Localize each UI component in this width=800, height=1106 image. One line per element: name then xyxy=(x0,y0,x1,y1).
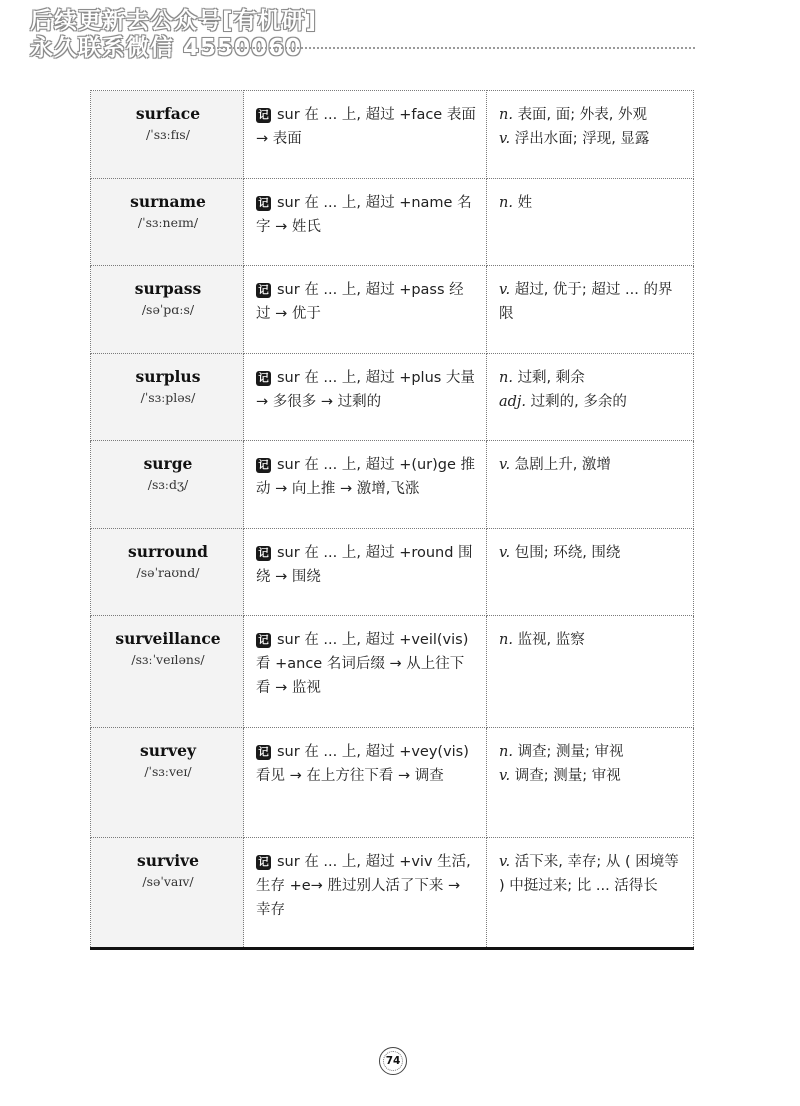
meaning-cell xyxy=(487,838,694,949)
part-of-speech: v. xyxy=(499,854,511,870)
headword: surname xyxy=(130,192,206,211)
word-cell xyxy=(91,441,244,529)
meaning-cell xyxy=(487,529,694,616)
part-of-speech: v. xyxy=(499,282,511,298)
word-cell xyxy=(91,529,244,616)
part-of-speech: v. xyxy=(499,545,511,561)
meaning-line xyxy=(499,278,683,326)
meaning-line xyxy=(499,764,683,788)
memory-tip-icon: 记 xyxy=(256,458,271,473)
meaning-line xyxy=(499,390,683,414)
watermark xyxy=(30,8,317,62)
phonetic: /sɜːˈveɪləns/ xyxy=(131,652,205,667)
meaning-line xyxy=(499,850,683,898)
etymology-text: sur 在 ... 上, 超过 +vey(vis) 看见 → 在上方往下看 → 调查 xyxy=(256,744,469,784)
memory-tip-icon: 记 xyxy=(256,855,271,870)
headword: surveillance xyxy=(115,629,221,648)
etymology-cell xyxy=(244,266,487,354)
table-row xyxy=(91,441,694,529)
headword: surround xyxy=(127,542,209,561)
etymology-cell xyxy=(244,616,487,728)
etymology-cell xyxy=(244,354,487,441)
word-cell xyxy=(91,179,244,266)
headword: surface xyxy=(135,104,201,123)
headword: surpass xyxy=(134,279,202,298)
headword: survey xyxy=(139,741,197,760)
phonetic: /səˈraʊnd/ xyxy=(136,565,200,580)
phonetic: /ˈsɜːveɪ/ xyxy=(144,764,192,779)
meaning-line xyxy=(499,541,683,565)
part-of-speech: v. xyxy=(499,768,511,784)
memory-tip-icon: 记 xyxy=(256,371,271,386)
etymology-text: sur 在 ... 上, 超过 +name 名字 → 姓氏 xyxy=(256,195,472,235)
etymology-text: sur 在 ... 上, 超过 +viv 生活, 生存 +e→ 胜过别人活了下来 → 幸存 xyxy=(256,854,471,918)
memory-tip-icon: 记 xyxy=(256,283,271,298)
part-of-speech: n. xyxy=(499,195,513,211)
part-of-speech: n. xyxy=(499,370,513,386)
word-cell xyxy=(91,266,244,354)
table-row xyxy=(91,91,694,179)
table-row xyxy=(91,529,694,616)
meaning-line xyxy=(499,191,683,215)
meaning-text: 监视, 监察 xyxy=(517,632,585,648)
table-row xyxy=(91,728,694,838)
meaning-cell xyxy=(487,616,694,728)
meaning-cell xyxy=(487,728,694,838)
table-row xyxy=(91,838,694,949)
part-of-speech: v. xyxy=(499,457,511,473)
etymology-text: sur 在 ... 上, 超过 +round 围绕 → 围绕 xyxy=(256,545,473,585)
meaning-text: 调查; 测量; 审视 xyxy=(514,768,621,784)
etymology-text: sur 在 ... 上, 超过 +pass 经过 → 优于 xyxy=(256,282,464,322)
word-cell xyxy=(91,354,244,441)
etymology-cell xyxy=(244,441,487,529)
table-row xyxy=(91,354,694,441)
page-number: 74 xyxy=(379,1047,407,1075)
etymology-text: sur 在 ... 上, 超过 +(ur)ge 推动 → 向上推 → 激增,飞涨 xyxy=(256,457,476,497)
etymology-cell xyxy=(244,91,487,179)
memory-tip-icon: 记 xyxy=(256,745,271,760)
phonetic: /ˈsɜːneɪm/ xyxy=(137,215,199,230)
word-cell xyxy=(91,91,244,179)
memory-tip-icon: 记 xyxy=(256,546,271,561)
phonetic: /səˈvaɪv/ xyxy=(142,874,194,889)
etymology-text: sur 在 ... 上, 超过 +face 表面 → 表面 xyxy=(256,107,476,147)
part-of-speech: n. xyxy=(499,107,513,123)
meaning-cell xyxy=(487,91,694,179)
meaning-cell xyxy=(487,441,694,529)
meaning-cell xyxy=(487,266,694,354)
part-of-speech: v. xyxy=(499,131,511,147)
memory-tip-icon: 记 xyxy=(256,196,271,211)
meaning-line xyxy=(499,127,683,151)
meaning-line xyxy=(499,628,683,652)
part-of-speech: n. xyxy=(499,632,513,648)
meaning-cell xyxy=(487,354,694,441)
etymology-text: sur 在 ... 上, 超过 +plus 大量 → 多很多 → 过剩的 xyxy=(256,370,475,410)
meaning-line xyxy=(499,103,683,127)
word-cell xyxy=(91,616,244,728)
table-row xyxy=(91,266,694,354)
vocabulary-table xyxy=(90,90,694,950)
meaning-line xyxy=(499,740,683,764)
meaning-text: 活下来, 幸存; 从 ( 困境等 ) 中挺过来; 比 ... 活得长 xyxy=(499,854,679,894)
etymology-cell xyxy=(244,529,487,616)
headword: survive xyxy=(137,851,199,870)
meaning-line xyxy=(499,453,683,477)
watermark-line-1: 后续更新去公众号[有机研] xyxy=(30,8,318,34)
table-row xyxy=(91,616,694,728)
phonetic: /ˈsɜːfɪs/ xyxy=(146,127,190,142)
phonetic: /səˈpɑːs/ xyxy=(141,302,195,317)
meaning-text: 姓 xyxy=(517,195,533,211)
meaning-text: 过剩的, 多余的 xyxy=(530,394,627,410)
table-row xyxy=(91,179,694,266)
etymology-cell xyxy=(244,728,487,838)
meaning-cell xyxy=(487,179,694,266)
meaning-text: 表面, 面; 外表, 外观 xyxy=(517,107,647,123)
memory-tip-icon: 记 xyxy=(256,633,271,648)
meaning-text: 浮出水面; 浮现, 显露 xyxy=(514,131,650,147)
part-of-speech: adj. xyxy=(499,394,527,410)
part-of-speech: n. xyxy=(499,744,513,760)
word-cell xyxy=(91,838,244,949)
etymology-cell xyxy=(244,179,487,266)
meaning-text: 过剩, 剩余 xyxy=(517,370,585,386)
etymology-text: sur 在 ... 上, 超过 +veil(vis) 看 +ance 名词后缀 → 从上往下看 → 监视 xyxy=(256,632,469,696)
watermark-line-2: 永久联系微信 4550060 xyxy=(30,35,303,61)
headword: surplus xyxy=(135,367,201,386)
memory-tip-icon: 记 xyxy=(256,108,271,123)
etymology-cell xyxy=(244,838,487,949)
phonetic: /sɜːdʒ/ xyxy=(147,477,189,492)
meaning-text: 调查; 测量; 审视 xyxy=(517,744,624,760)
meaning-text: 包围; 环绕, 围绕 xyxy=(514,545,621,561)
meaning-text: 超过, 优于; 超过 ... 的界限 xyxy=(499,282,673,322)
meaning-line xyxy=(499,366,683,390)
phonetic: /ˈsɜːpləs/ xyxy=(140,390,196,405)
meaning-text: 急剧上升, 激增 xyxy=(514,457,611,473)
header-dotted-rule xyxy=(205,47,695,49)
word-cell xyxy=(91,728,244,838)
headword: surge xyxy=(143,454,193,473)
